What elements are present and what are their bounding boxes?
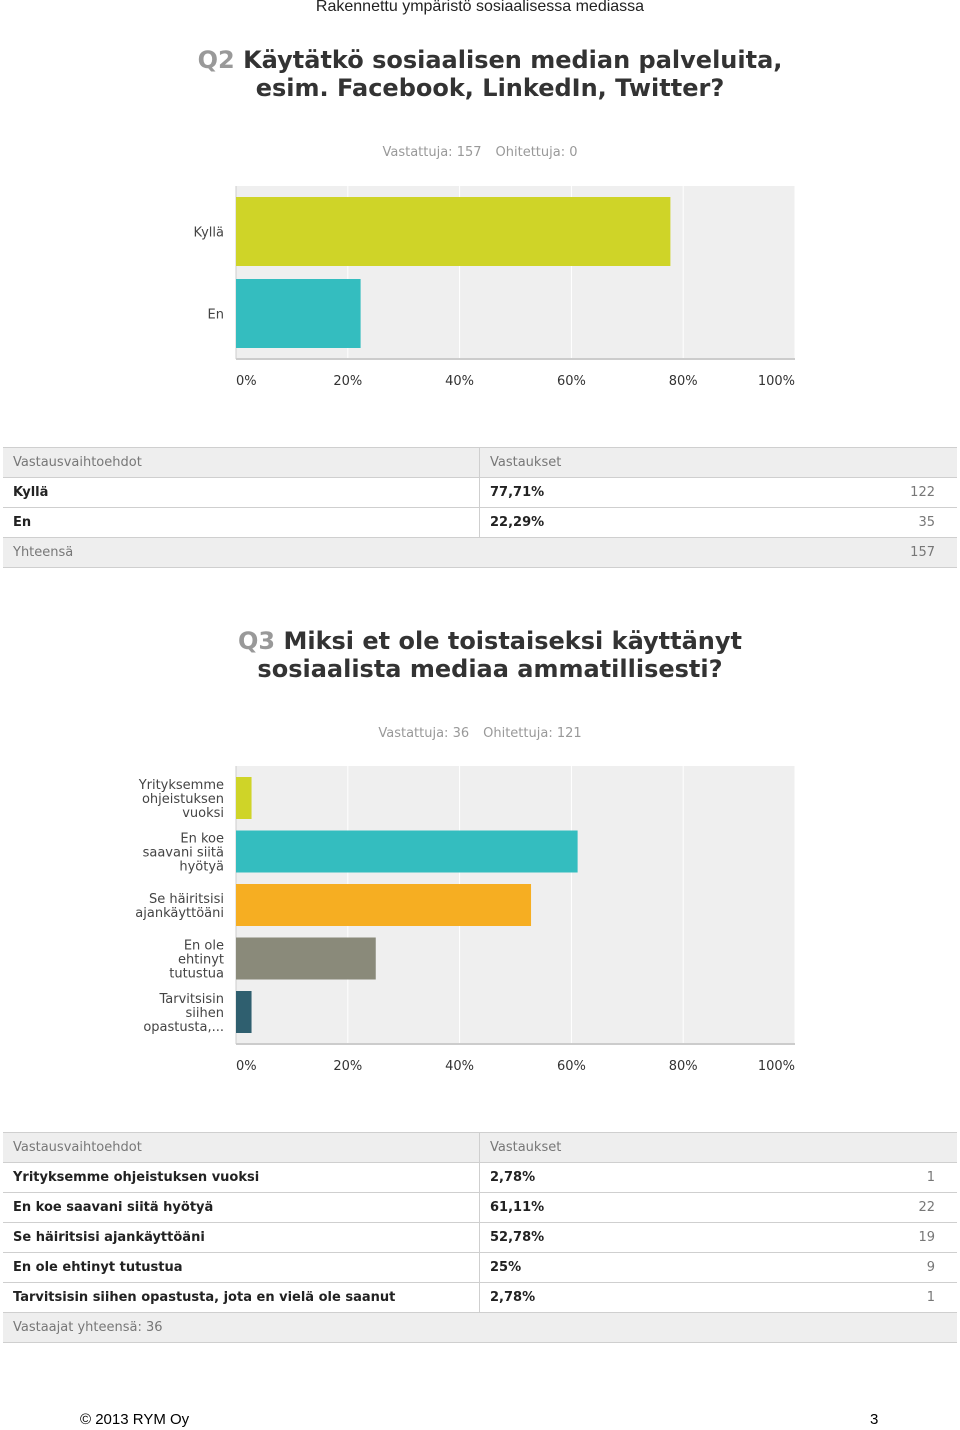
option-percent: 2,78% [480,1163,701,1193]
q2-skipped: Ohitettuja: 0 [495,145,578,160]
option-percent: 2,78% [480,1283,701,1313]
option-percent: 77,71% [480,478,701,508]
bar-2 [236,279,361,348]
q2-number: Q2 [197,46,235,74]
option-count: 122 [700,478,957,508]
col-options-header: Vastausvaihtoehdot [3,1133,480,1163]
option-percent: 22,29% [480,508,701,538]
table-row [3,1223,957,1253]
table-row [3,1163,957,1193]
total-count: 157 [700,538,957,568]
col-responses-header: Vastaukset [480,1133,701,1163]
table-row [3,508,957,538]
bar-2 [236,831,578,873]
q3-results-table [3,1132,957,1343]
option-label: En koe saavani siitä hyötyä [3,1193,480,1223]
bar-1 [236,777,252,819]
category-label: Se häiritsisi ajankäyttöäni [135,892,224,921]
table-row [3,1193,957,1223]
col-options-header: Vastausvaihtoehdot [3,448,480,478]
category-label: En [207,307,224,323]
option-count: 1 [700,1163,957,1193]
option-label: Se häiritsisi ajankäyttöäni [3,1223,480,1253]
option-label: En [3,508,480,538]
x-tick-label: 20% [333,1059,363,1074]
q2-title [180,46,800,102]
x-tick-label: 80% [668,374,698,389]
footer-page-number: 3 [870,1411,879,1428]
option-percent: 61,11% [480,1193,701,1223]
table-row [3,1253,957,1283]
option-percent: 52,78% [480,1223,701,1253]
q3-number: Q3 [237,627,276,655]
q2-chart [0,180,960,395]
category-label: Kyllä [193,225,224,241]
x-tick-label: 40% [445,374,475,389]
bar-3 [236,884,531,926]
option-count: 35 [700,508,957,538]
table-total-row [3,538,957,568]
x-tick-label: 60% [556,374,586,389]
option-count: 9 [700,1253,957,1283]
q3-chart [0,760,960,1080]
category-label: Tarvitsisin siihen opastusta,... [143,992,224,1035]
option-count: 22 [700,1193,957,1223]
x-tick-label: 0% [236,374,257,389]
q2-results-table [3,447,957,568]
table-total-row [3,1313,957,1343]
q2-chart-svg [0,180,960,395]
option-count: 19 [700,1223,957,1253]
x-tick-label: 40% [445,1059,475,1074]
q3-chart-svg [0,760,960,1080]
table-row [3,1283,957,1313]
category-label: En ole ehtinyt tutustua [169,938,224,982]
option-count: 1 [700,1283,957,1313]
option-label: Tarvitsisin siihen opastusta, jota en vielä ole saanut [3,1283,480,1313]
x-tick-label: 80% [668,1059,698,1074]
option-percent: 25% [480,1253,701,1283]
x-tick-label: 100% [757,374,795,389]
bar-1 [236,197,670,266]
total-label: Vastaajat yhteensä: 36 [3,1313,480,1343]
footer-copyright: © 2013 RYM Oy [80,1411,190,1428]
total-label: Yhteensä [3,538,480,568]
q3-skipped: Ohitettuja: 121 [483,726,582,741]
col-responses-header: Vastaukset [480,448,701,478]
q2-question: Käytätkö sosiaalisen median palveluita, esim. Facebook, LinkedIn, Twitter? [243,46,783,102]
q3-answered: Vastattuja: 36 [378,726,470,741]
x-tick-label: 60% [556,1059,586,1074]
table-header-row [3,448,957,478]
q2-meta [0,145,960,160]
x-tick-label: 0% [236,1059,257,1074]
bar-4 [236,938,376,980]
option-label: Yrityksemme ohjeistuksen vuoksi [3,1163,480,1193]
x-tick-label: 20% [333,374,363,389]
q3-title [180,627,800,683]
q3-question: Miksi et ole toistaiseksi käyttänyt sosiaalista mediaa ammatillisesti? [257,627,743,683]
option-label: En ole ehtinyt tutustua [3,1253,480,1283]
q3-meta [0,726,960,741]
bar-5 [236,991,252,1033]
category-label: En koe saavani siitä hyötyä [142,831,224,875]
document-header-title: Rakennettu ympäristö sosiaalisessa mediassa [315,0,645,15]
x-tick-label: 100% [757,1059,795,1074]
option-label: Kyllä [3,478,480,508]
q2-answered: Vastattuja: 157 [382,145,482,160]
table-row [3,478,957,508]
category-label: Yrityksemme ohjeistuksen vuoksi [138,778,224,821]
table-header-row [3,1133,957,1163]
